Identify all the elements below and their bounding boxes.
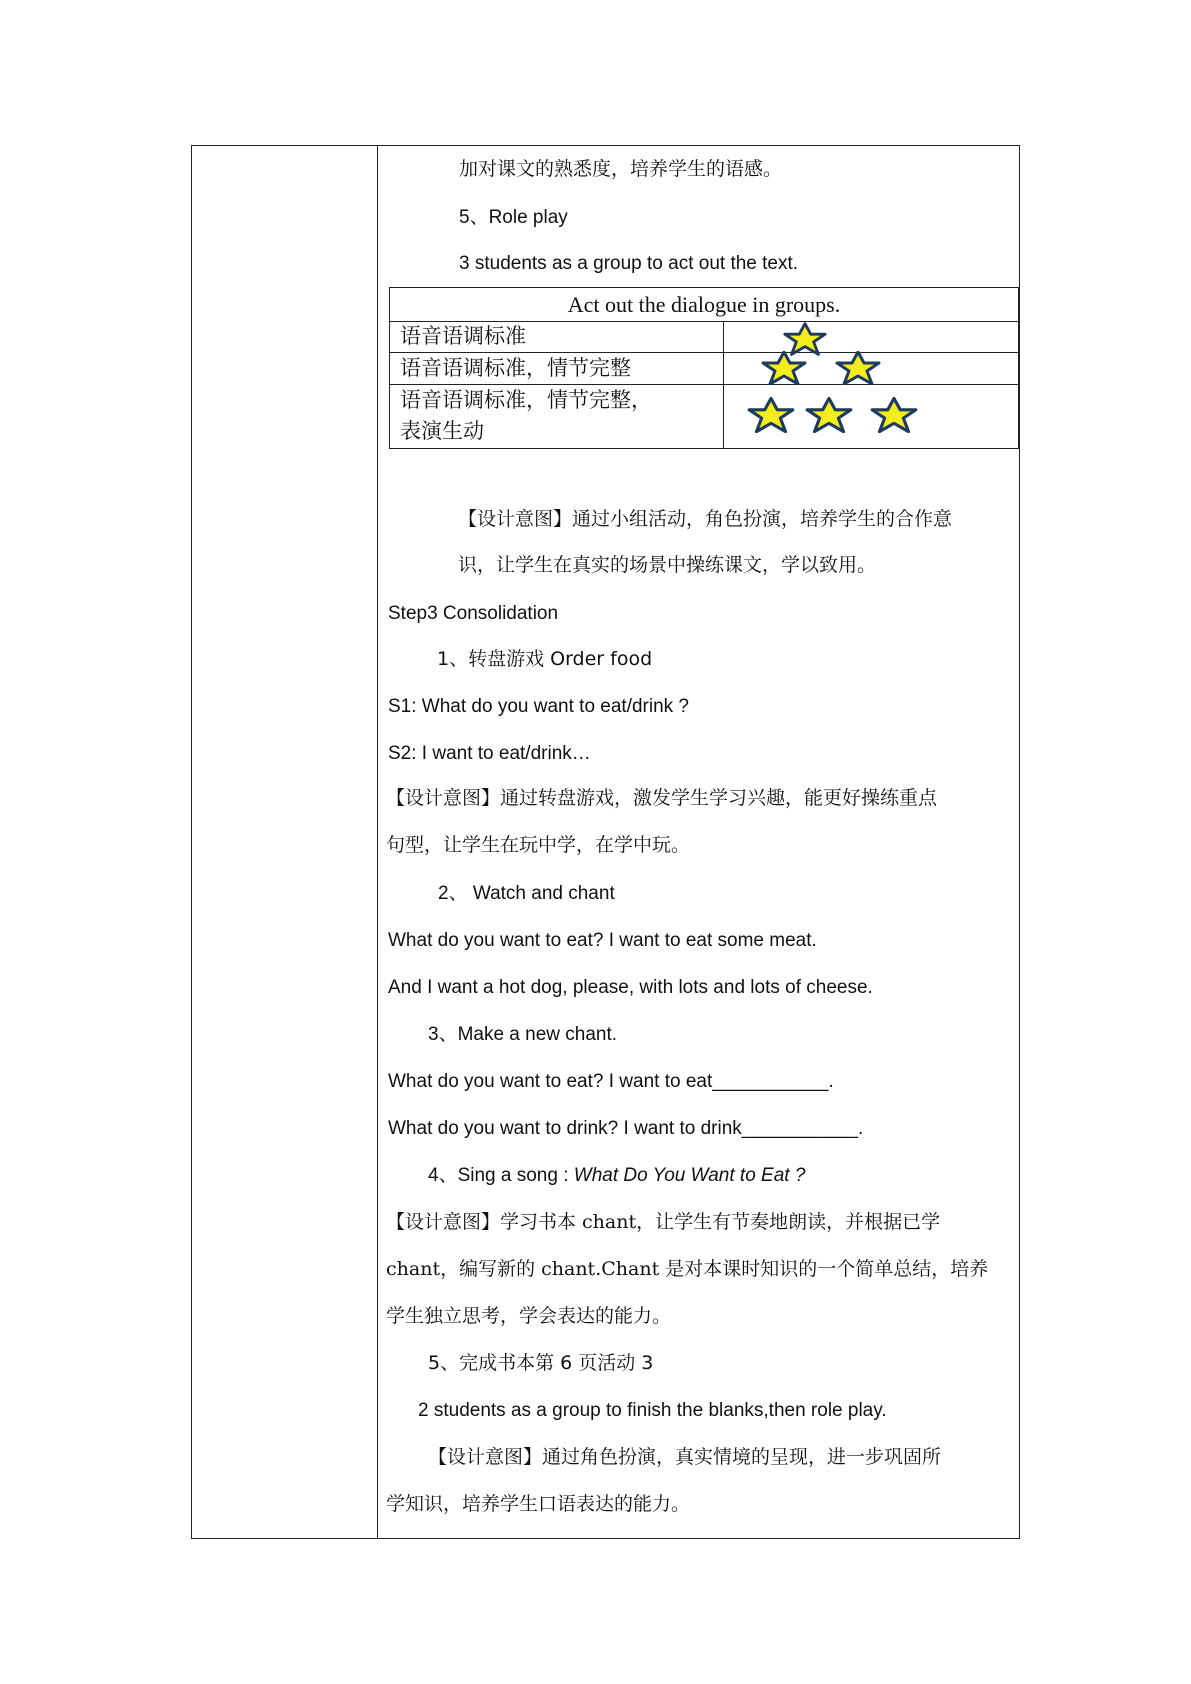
activity-item: 5、完成书本第 6 页活动 3 xyxy=(428,1352,654,1374)
star-icon xyxy=(833,351,883,385)
rubric-criterion: 语音语调标准，情节完整 xyxy=(400,356,631,380)
rubric-row xyxy=(390,353,1018,385)
text-line: 加对课文的熟悉度，培养学生的语感。 xyxy=(459,158,783,180)
song-title: What Do You Want to Eat ? xyxy=(573,1165,806,1186)
song-prefix: 4、Sing a song : xyxy=(428,1165,574,1186)
design-intent-cont: 学知识，培养学生口语表达的能力。 xyxy=(386,1493,691,1515)
design-intent-cont: chant，编写新的 chant.Chant 是对本课时知识的一个简单总结，培养 xyxy=(386,1258,989,1280)
rubric-row xyxy=(390,321,1018,353)
activity-item: 1、转盘游戏 Order food xyxy=(437,648,653,670)
star-icon xyxy=(868,397,920,433)
star-icon xyxy=(745,397,797,433)
rubric-criterion: 语音语调标准，情节完整， xyxy=(400,388,652,412)
activity-item: 3、Make a new chant. xyxy=(428,1024,618,1045)
star-icon xyxy=(759,351,809,385)
activity-item xyxy=(428,1164,805,1188)
activity-instruction: 2 students as a group to finish the blanks,then role play. xyxy=(418,1400,887,1421)
design-intent: 【设计意图】通过转盘游戏，激发学生学习兴趣，能更好操练重点 xyxy=(386,787,938,809)
rubric-title: Act out the dialogue in groups. xyxy=(390,288,1018,322)
design-intent-cont: 学生独立思考，学会表达的能力。 xyxy=(386,1305,672,1327)
design-intent-cont: 识，让学生在真实的场景中操练课文，学以致用。 xyxy=(458,554,877,576)
star-icon xyxy=(803,397,855,433)
chant-line: What do you want to eat? I want to eat some meat. xyxy=(388,930,817,951)
rubric-criterion: 语音语调标准 xyxy=(400,324,526,348)
rubric-criterion-cont: 表演生动 xyxy=(400,419,484,443)
design-intent: 【设计意图】通过角色扮演，真实情境的呈现，进一步巩固所 xyxy=(428,1446,942,1468)
chant-line: And I want a hot dog, please, with lots and lots of cheese. xyxy=(388,977,873,998)
rubric-row xyxy=(390,385,1018,448)
step-heading: Step3 Consolidation xyxy=(388,603,559,624)
design-intent: 【设计意图】通过小组活动，角色扮演，培养学生的合作意 xyxy=(458,508,953,530)
role-play-heading: 5、Role play xyxy=(459,207,568,228)
design-intent: 【设计意图】学习书本 chant，让学生有节奏地朗读，并根据已学 xyxy=(386,1211,941,1233)
blank-sentence: What do you want to drink? I want to drink___________. xyxy=(388,1118,864,1139)
dialogue-line: S1: What do you want to eat/drink ? xyxy=(388,696,690,717)
design-intent-cont: 句型，让学生在玩中学，在学中玩。 xyxy=(386,834,691,856)
dialogue-line: S2: I want to eat/drink… xyxy=(388,743,591,764)
table-column-divider xyxy=(377,145,378,1539)
activity-item: 2、 Watch and chant xyxy=(438,883,615,904)
rubric-table xyxy=(389,287,1019,449)
blank-sentence: What do you want to eat? I want to eat___________. xyxy=(388,1071,834,1092)
role-play-instruction: 3 students as a group to act out the text. xyxy=(459,253,799,274)
